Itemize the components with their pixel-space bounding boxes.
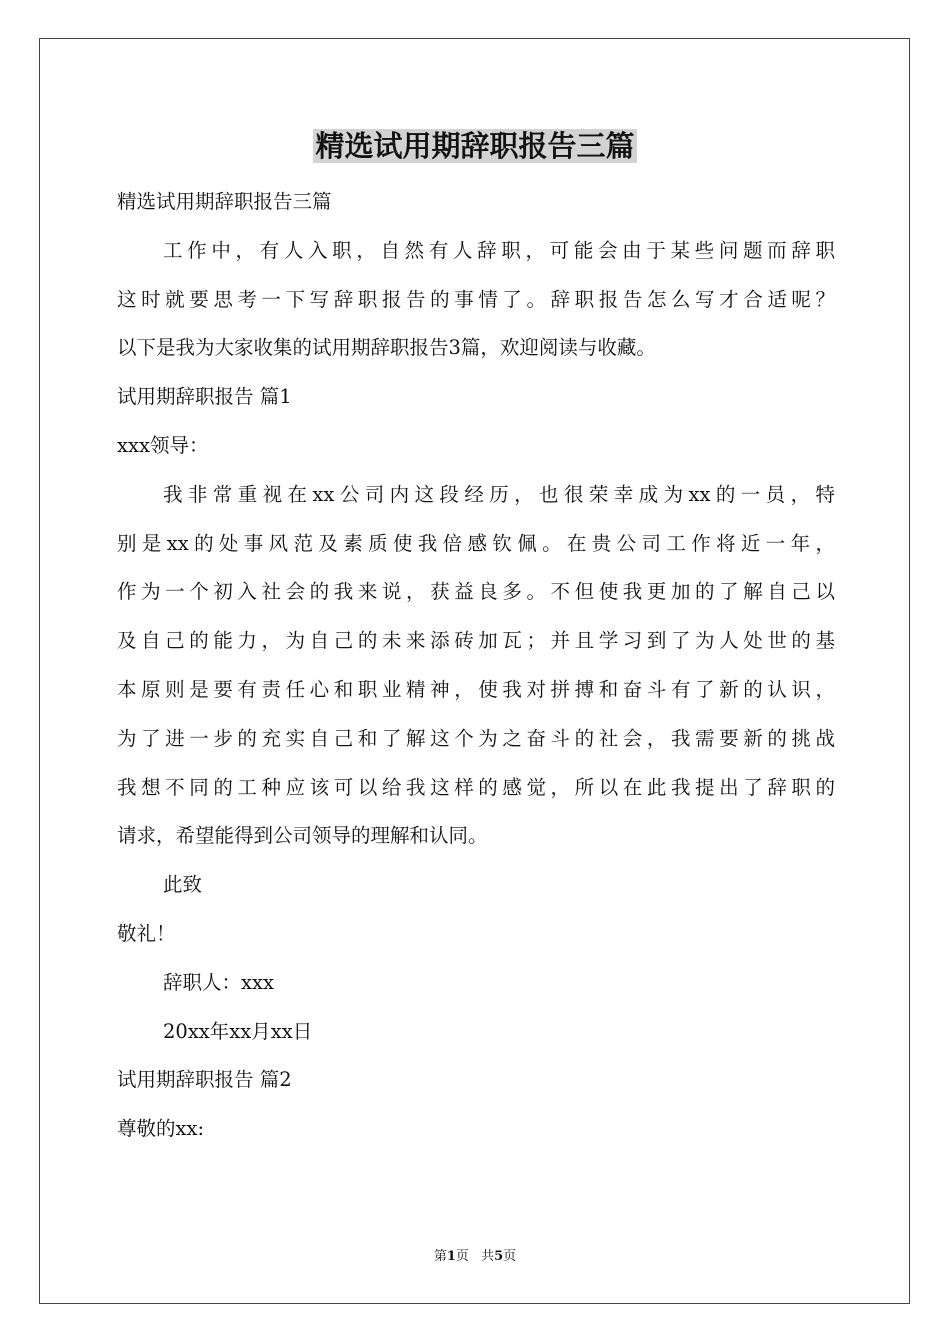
body-line: 请求，希望能得到公司领导的理解和认同。 — [117, 824, 488, 848]
body-line: 我想不同的工种应该可以给我这样的感觉，所以在此我提出了辞职的 — [117, 775, 835, 799]
body-line: 尊敬的xx: — [117, 1117, 205, 1141]
body-line: 工作中，有人入职，自然有人辞职，可能会由于某些问题而辞职 — [163, 238, 835, 262]
page-footer — [0, 1248, 950, 1266]
body-line: 此致 — [163, 873, 203, 897]
body-line: 作为一个初入社会的我来说，获益良多。不但使我更加的了解自己以 — [117, 580, 835, 604]
body-line: 20xx年xx月xx日 — [163, 1019, 313, 1043]
document-body — [117, 178, 835, 1154]
page-number: 第1页 — [433, 1249, 469, 1264]
body-line: 敬礼！ — [117, 921, 176, 945]
body-line: 本原则是要有责任心和职业精神，使我对拼搏和奋斗有了新的认识， — [117, 677, 835, 701]
body-line: 辞职人：xxx — [163, 970, 274, 994]
page-total: 共5页 — [481, 1249, 517, 1264]
body-line: 以下是我为大家收集的试用期辞职报告3篇，欢迎阅读与收藏。 — [117, 336, 656, 360]
body-line: 别是xx的处事风范及素质使我倍感钦佩。在贵公司工作将近一年， — [117, 531, 835, 555]
body-line: 我非常重视在xx公司内这段经历，也很荣幸成为xx的一员，特 — [163, 482, 835, 506]
body-line: 这时就要思考一下写辞职报告的事情了。辞职报告怎么写才合适呢？ — [117, 287, 835, 311]
body-line: 精选试用期辞职报告三篇 — [117, 190, 332, 213]
document-title-text: 精选试用期辞职报告三篇 — [315, 129, 635, 163]
document-title — [0, 126, 950, 166]
body-line: 及自己的能力，为自己的未来添砖加瓦；并且学习到了为人处世的基 — [117, 629, 835, 653]
body-line: xxx领导： — [117, 433, 209, 457]
body-line: 为了进一步的充实自己和了解这个为之奋斗的社会，我需要新的挑战 — [117, 726, 835, 750]
body-line: 试用期辞职报告 篇2 — [117, 1068, 292, 1092]
body-line: 试用期辞职报告 篇1 — [117, 385, 292, 409]
